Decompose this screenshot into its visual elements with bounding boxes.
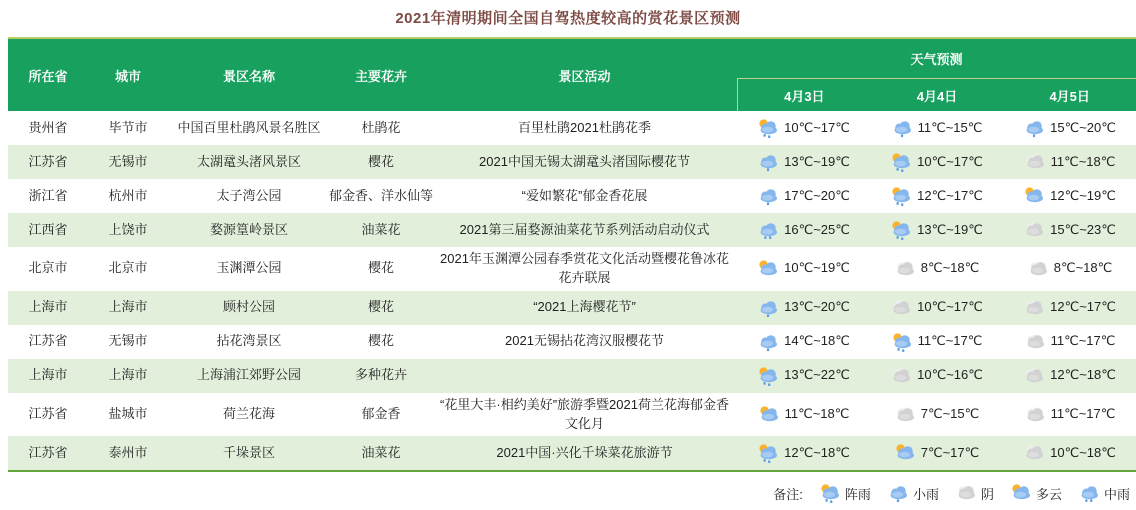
province-cell: 贵州省 <box>28 119 68 135</box>
scenic-name-cell: 婺源篁岭景区 <box>209 221 288 237</box>
shower-icon <box>890 152 912 172</box>
table-row <box>8 247 1136 291</box>
weather-cell-apr4 <box>870 436 1003 470</box>
partly-cloudy-icon <box>758 405 780 425</box>
header-weather-forecast: 天气预测 <box>737 39 1136 79</box>
partly-cloudy-icon <box>757 259 779 279</box>
shower-icon <box>891 332 913 352</box>
legend-item-label: 小雨 <box>912 486 939 502</box>
temperature-range: 13℃~19℃ <box>917 221 983 237</box>
temperature-range: 12℃~17℃ <box>917 187 983 203</box>
city-cell: 泰州市 <box>108 444 148 460</box>
legend-item <box>1078 483 1130 503</box>
temperature-range: 12℃~18℃ <box>784 444 850 460</box>
main-flowers-cell: 油菜花 <box>361 221 401 237</box>
activity-cell: “2021上海樱花节” <box>533 299 636 315</box>
temperature-range: 10℃~17℃ <box>784 119 850 135</box>
legend-item-label: 中雨 <box>1103 486 1130 502</box>
temperature-range: 11℃~17℃ <box>917 333 983 349</box>
light-rain-icon <box>887 483 909 503</box>
weather-cell-apr5 <box>1003 291 1136 325</box>
main-flowers-cell: 樱花 <box>367 333 394 349</box>
legend-item <box>819 483 871 503</box>
activity-cell <box>432 359 737 393</box>
temperature-range: 10℃~16℃ <box>917 367 983 383</box>
header-activity: 景区活动 <box>558 68 611 84</box>
temperature-range: 16℃~25℃ <box>784 221 850 237</box>
temperature-range: 10℃~17℃ <box>917 153 983 169</box>
weather-cell-apr3 <box>737 145 870 179</box>
legend-item <box>1010 483 1062 503</box>
weather-cell-apr5 <box>1003 145 1136 179</box>
legend-label: 备注: <box>773 486 803 502</box>
scenic-name-cell: 玉渊潭公园 <box>216 260 282 276</box>
table-row <box>8 291 1136 325</box>
city-cell: 上海市 <box>108 299 148 315</box>
activity-cell: 百里杜鹃2021杜鹃花季 <box>518 119 651 135</box>
province-cell: 江苏省 <box>28 333 68 349</box>
weather-cell-apr3 <box>737 213 870 247</box>
weather-cell-apr3 <box>737 247 870 291</box>
page-title: 2021年清明期间全国自驾热度较高的赏花景区预测 <box>395 10 741 27</box>
activity-cell: “爱如繁花”郁金香花展 <box>521 187 648 203</box>
overcast-icon <box>890 298 912 318</box>
weather-cell-apr4 <box>870 145 1003 179</box>
temperature-range: 11℃~15℃ <box>917 119 983 135</box>
temperature-range: 13℃~20℃ <box>784 299 850 315</box>
forecast-table <box>8 37 1136 472</box>
light-rain-icon <box>891 118 913 138</box>
main-flowers-cell: 樱花 <box>367 260 394 276</box>
scenic-name-cell: 太湖鼋头渚风景区 <box>196 153 301 169</box>
temperature-range: 15℃~23℃ <box>1050 221 1116 237</box>
weather-cell-apr3 <box>737 325 870 359</box>
overcast-icon <box>894 405 916 425</box>
table-body <box>8 111 1136 472</box>
overcast-icon <box>955 483 977 503</box>
activity-cell: “花里大丰·相约美好”旅游季暨2021荷兰花海郁金香文化月 <box>440 396 729 431</box>
province-cell: 江西省 <box>28 221 68 237</box>
main-flowers-cell: 多种花卉 <box>354 367 407 383</box>
scenic-name-cell: 太子湾公园 <box>216 187 282 203</box>
temperature-range: 11℃~17℃ <box>1050 333 1116 349</box>
weather-cell-apr4 <box>870 325 1003 359</box>
light-rain-icon <box>757 152 779 172</box>
main-flowers-cell: 油菜花 <box>361 444 401 460</box>
province-cell: 江苏省 <box>28 406 68 422</box>
scenic-name-cell: 荷兰花海 <box>222 406 275 422</box>
city-cell: 上海市 <box>108 367 148 383</box>
table-row <box>8 111 1136 145</box>
overcast-icon <box>1024 405 1046 425</box>
weather-cell-apr3 <box>737 436 870 470</box>
shower-icon <box>890 220 912 240</box>
temperature-range: 10℃~17℃ <box>917 299 983 315</box>
moderate-rain-icon <box>1078 483 1100 503</box>
weather-cell-apr3 <box>737 393 870 437</box>
province-cell: 北京市 <box>28 260 68 276</box>
temperature-range: 14℃~18℃ <box>784 333 850 349</box>
legend-item-label: 多云 <box>1035 486 1062 502</box>
weather-cell-apr5 <box>1003 213 1136 247</box>
light-rain-icon <box>757 298 779 318</box>
temperature-range: 13℃~19℃ <box>784 153 850 169</box>
weather-cell-apr5 <box>1003 436 1136 470</box>
overcast-icon <box>1023 443 1045 463</box>
header-dates-row <box>737 79 1136 111</box>
overcast-icon <box>1027 259 1049 279</box>
table-row <box>8 145 1136 179</box>
shower-icon <box>757 443 779 463</box>
weather-cell-apr3 <box>737 359 870 393</box>
overcast-icon <box>894 259 916 279</box>
shower-icon <box>819 483 841 503</box>
weather-cell-apr3 <box>737 111 870 145</box>
weather-cell-apr5 <box>1003 111 1136 145</box>
activity-cell: 2021无锡拈花湾汉服樱花节 <box>505 333 664 349</box>
temperature-range: 10℃~19℃ <box>784 260 850 276</box>
province-cell: 江苏省 <box>28 444 68 460</box>
temperature-range: 12℃~19℃ <box>1050 187 1116 203</box>
province-cell: 江苏省 <box>28 153 68 169</box>
temperature-range: 15℃~20℃ <box>1050 119 1116 135</box>
header-province: 所在省 <box>28 68 68 84</box>
scenic-name-cell: 拈花湾景区 <box>216 333 282 349</box>
weather-cell-apr4 <box>870 213 1003 247</box>
legend-item-label: 阵雨 <box>844 486 871 502</box>
weather-legend <box>8 483 1130 503</box>
weather-cell-apr4 <box>870 291 1003 325</box>
weather-cell-apr5 <box>1003 247 1136 291</box>
weather-cell-apr3 <box>737 291 870 325</box>
header-date-apr3: 4月3日 <box>784 88 825 104</box>
temperature-range: 11℃~18℃ <box>784 406 850 422</box>
weather-cell-apr4 <box>870 359 1003 393</box>
temperature-range: 11℃~18℃ <box>1050 153 1116 169</box>
city-cell: 无锡市 <box>108 153 148 169</box>
city-cell: 毕节市 <box>108 119 148 135</box>
scenic-name-cell: 上海浦江郊野公园 <box>196 367 301 383</box>
main-flowers-cell: 杜鹃花 <box>361 119 401 135</box>
partly-cloudy-icon <box>1023 186 1045 206</box>
scenic-name-cell: 千垛景区 <box>222 444 275 460</box>
temperature-range: 12℃~18℃ <box>1050 367 1116 383</box>
temperature-range: 8℃~18℃ <box>920 260 980 276</box>
province-cell: 浙江省 <box>28 187 68 203</box>
weather-cell-apr4 <box>870 393 1003 437</box>
table-row <box>8 213 1136 247</box>
header-date-apr5: 4月5日 <box>1049 88 1090 104</box>
temperature-range: 13℃~22℃ <box>784 367 850 383</box>
table-row <box>8 393 1136 437</box>
shower-icon <box>757 118 779 138</box>
overcast-icon <box>1024 152 1046 172</box>
moderate-rain-icon <box>757 220 779 240</box>
weather-cell-apr4 <box>870 179 1003 213</box>
scenic-name-cell: 顾村公园 <box>222 299 275 315</box>
weather-cell-apr5 <box>1003 359 1136 393</box>
table-row <box>8 436 1136 470</box>
main-flowers-cell: 樱花 <box>367 299 394 315</box>
overcast-icon <box>1023 220 1045 240</box>
city-cell: 杭州市 <box>108 187 148 203</box>
temperature-range: 10℃~18℃ <box>1050 444 1116 460</box>
partly-cloudy-icon <box>894 443 916 463</box>
header-date-apr4: 4月4日 <box>916 88 958 104</box>
overcast-icon <box>1023 366 1045 386</box>
scenic-name-cell: 中国百里杜鹃风景名胜区 <box>177 119 321 135</box>
city-cell: 上饶市 <box>108 221 148 237</box>
table-header <box>8 37 1136 111</box>
temperature-range: 17℃~20℃ <box>784 187 850 203</box>
legend-item <box>955 483 994 503</box>
main-flowers-cell: 樱花 <box>367 153 394 169</box>
header-weather-group <box>737 39 1136 111</box>
temperature-range: 7℃~17℃ <box>920 444 980 460</box>
main-flowers-cell: 郁金香 <box>361 406 401 422</box>
province-cell: 上海市 <box>28 367 68 383</box>
weather-cell-apr5 <box>1003 179 1136 213</box>
overcast-icon <box>1023 298 1045 318</box>
temperature-range: 11℃~17℃ <box>1050 406 1116 422</box>
shower-icon <box>757 366 779 386</box>
table-row <box>8 179 1136 213</box>
header-scenic-name: 景区名称 <box>222 68 275 84</box>
activity-cell: 2021中国·兴化千垛菜花旅游节 <box>496 444 673 460</box>
light-rain-icon <box>757 186 779 206</box>
activity-cell: 2021中国无锡太湖鼋头渚国际樱花节 <box>479 153 690 169</box>
temperature-range: 12℃~17℃ <box>1050 299 1116 315</box>
main-flowers-cell: 郁金香、洋水仙等 <box>329 187 434 203</box>
city-cell: 盐城市 <box>108 406 148 422</box>
activity-cell: 2021年玉渊潭公园春季赏花文化活动暨樱花鲁冰花花卉联展 <box>440 251 729 285</box>
temperature-range: 8℃~18℃ <box>1053 260 1113 276</box>
city-cell: 北京市 <box>108 260 148 276</box>
header-main-flowers: 主要花卉 <box>354 68 407 84</box>
weather-cell-apr5 <box>1003 393 1136 437</box>
partly-cloudy-icon <box>1010 483 1032 503</box>
legend-item-label: 阴 <box>980 486 994 502</box>
legend-item <box>887 483 939 503</box>
overcast-icon <box>1024 332 1046 352</box>
table-row <box>8 359 1136 393</box>
weather-cell-apr3 <box>737 179 870 213</box>
light-rain-icon <box>757 332 779 352</box>
weather-cell-apr5 <box>1003 325 1136 359</box>
temperature-range: 7℃~15℃ <box>920 406 980 422</box>
header-city: 城市 <box>114 68 141 84</box>
shower-icon <box>890 186 912 206</box>
city-cell: 无锡市 <box>108 333 148 349</box>
overcast-icon <box>890 366 912 386</box>
province-cell: 上海市 <box>28 299 68 315</box>
activity-cell: 2021第三届婺源油菜花节系列活动启动仪式 <box>459 221 710 237</box>
light-rain-icon <box>1023 118 1045 138</box>
weather-cell-apr4 <box>870 247 1003 291</box>
weather-cell-apr4 <box>870 111 1003 145</box>
table-row <box>8 325 1136 359</box>
